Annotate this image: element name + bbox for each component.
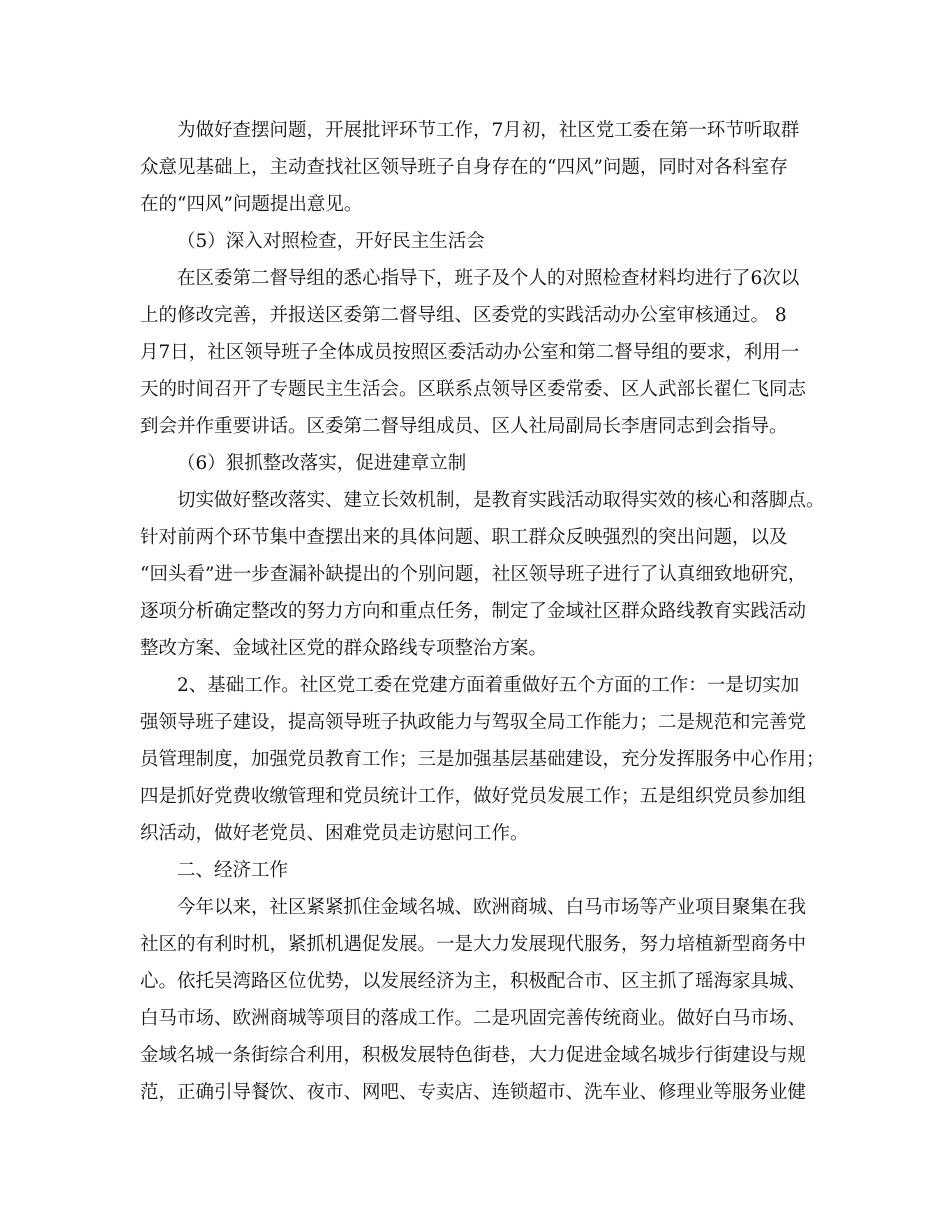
paragraph-line: 员管理制度，加强党员教育工作；三是加强基层基础建设，充分发挥服务中心作用； — [140, 749, 825, 770]
paragraph-line: “回头看”进一步查漏补缺提出的个别问题，社区领导班子进行了认真细致地研究， — [140, 564, 807, 585]
paragraph-line: 2、基础工作。社区党工委在党建方面着重做好五个方面的工作：一是切实加 — [177, 675, 800, 696]
paragraph-line: 心。依托吴湾路区位优势，以发展经济为主，积极配合市、区主抓了瑶海家具城、 — [140, 971, 807, 992]
section-heading: （5）深入对照检查，开好民主生活会 — [177, 231, 485, 252]
paragraph-line: 金域名城一条街综合利用，积极发展特色街巷，大力促进金域名城步行街建设与规 — [140, 1045, 807, 1066]
paragraph-line: 上的修改完善，并报送区委第二督导组、区委党的实践活动办公室审核通过。 8 — [140, 305, 787, 326]
paragraph-line: 范，正确引导餐饮、夜市、网吧、专卖店、连锁超市、洗车业、修理业等服务业健 — [140, 1082, 807, 1103]
section-heading: （6）狠抓整改落实，促进建章立制 — [177, 453, 467, 474]
paragraph-line: 在区委第二督导组的悉心指导下，班子及个人的对照检查材料均进行了6次以 — [177, 268, 800, 289]
paragraph-line: 众意见基础上，主动查找社区领导班子自身存在的“四风”问题，同时对各科室存 — [140, 157, 788, 178]
paragraph-line: 今年以来，社区紧紧抓住金域名城、欧洲商城、白马市场等产业项目聚集在我 — [177, 897, 807, 918]
paragraph-line: 切实做好整改落实、建立长效机制，是教育实践活动取得实效的核心和落脚点。 — [177, 490, 825, 511]
paragraph-line: 到会并作重要讲话。区委第二督导组成员、区人社局副局长李唐同志到会指导。 — [140, 416, 788, 437]
paragraph-line: 四是抓好党费收缴管理和党员统计工作，做好党员发展工作；五是组织党员参加组 — [140, 786, 807, 807]
paragraph-line: 白马市场、欧洲商城等项目的落成工作。二是巩固完善传统商业。做好白马市场、 — [140, 1008, 807, 1029]
section-heading: 二、经济工作 — [177, 860, 289, 881]
paragraph-line: 整改方案、金域社区党的群众路线专项整治方案。 — [140, 638, 548, 659]
paragraph-line: 强领导班子建设，提高领导班子执政能力与驾驭全局工作能力；二是规范和完善党 — [140, 712, 807, 733]
paragraph-line: 天的时间召开了专题民主生活会。区联系点领导区委常委、区人武部长翟仁飞同志 — [140, 379, 807, 400]
paragraph-line: 针对前两个环节集中查摆出来的具体问题、职工群众反映强烈的突出问题，以及 — [140, 527, 788, 548]
paragraph-line: 织活动，做好老党员、困难党员走访慰问工作。 — [140, 823, 529, 844]
paragraph-line: 社区的有利时机，紧抓机遇促发展。一是大力发展现代服务，努力培植新型商务中 — [140, 934, 807, 955]
paragraph-line: 逐项分析确定整改的努力方向和重点任务，制定了金域社区群众路线教育实践活动 — [140, 601, 807, 622]
paragraph-line: 为做好查摆问题，开展批评环节工作，7月初，社区党工委在第一环节听取群 — [177, 120, 800, 141]
paragraph-line: 月7日，社区领导班子全体成员按照区委活动办公室和第二督导组的要求，利用一 — [140, 342, 800, 363]
paragraph-line: 在的“四风”问题提出意见。 — [140, 194, 363, 215]
